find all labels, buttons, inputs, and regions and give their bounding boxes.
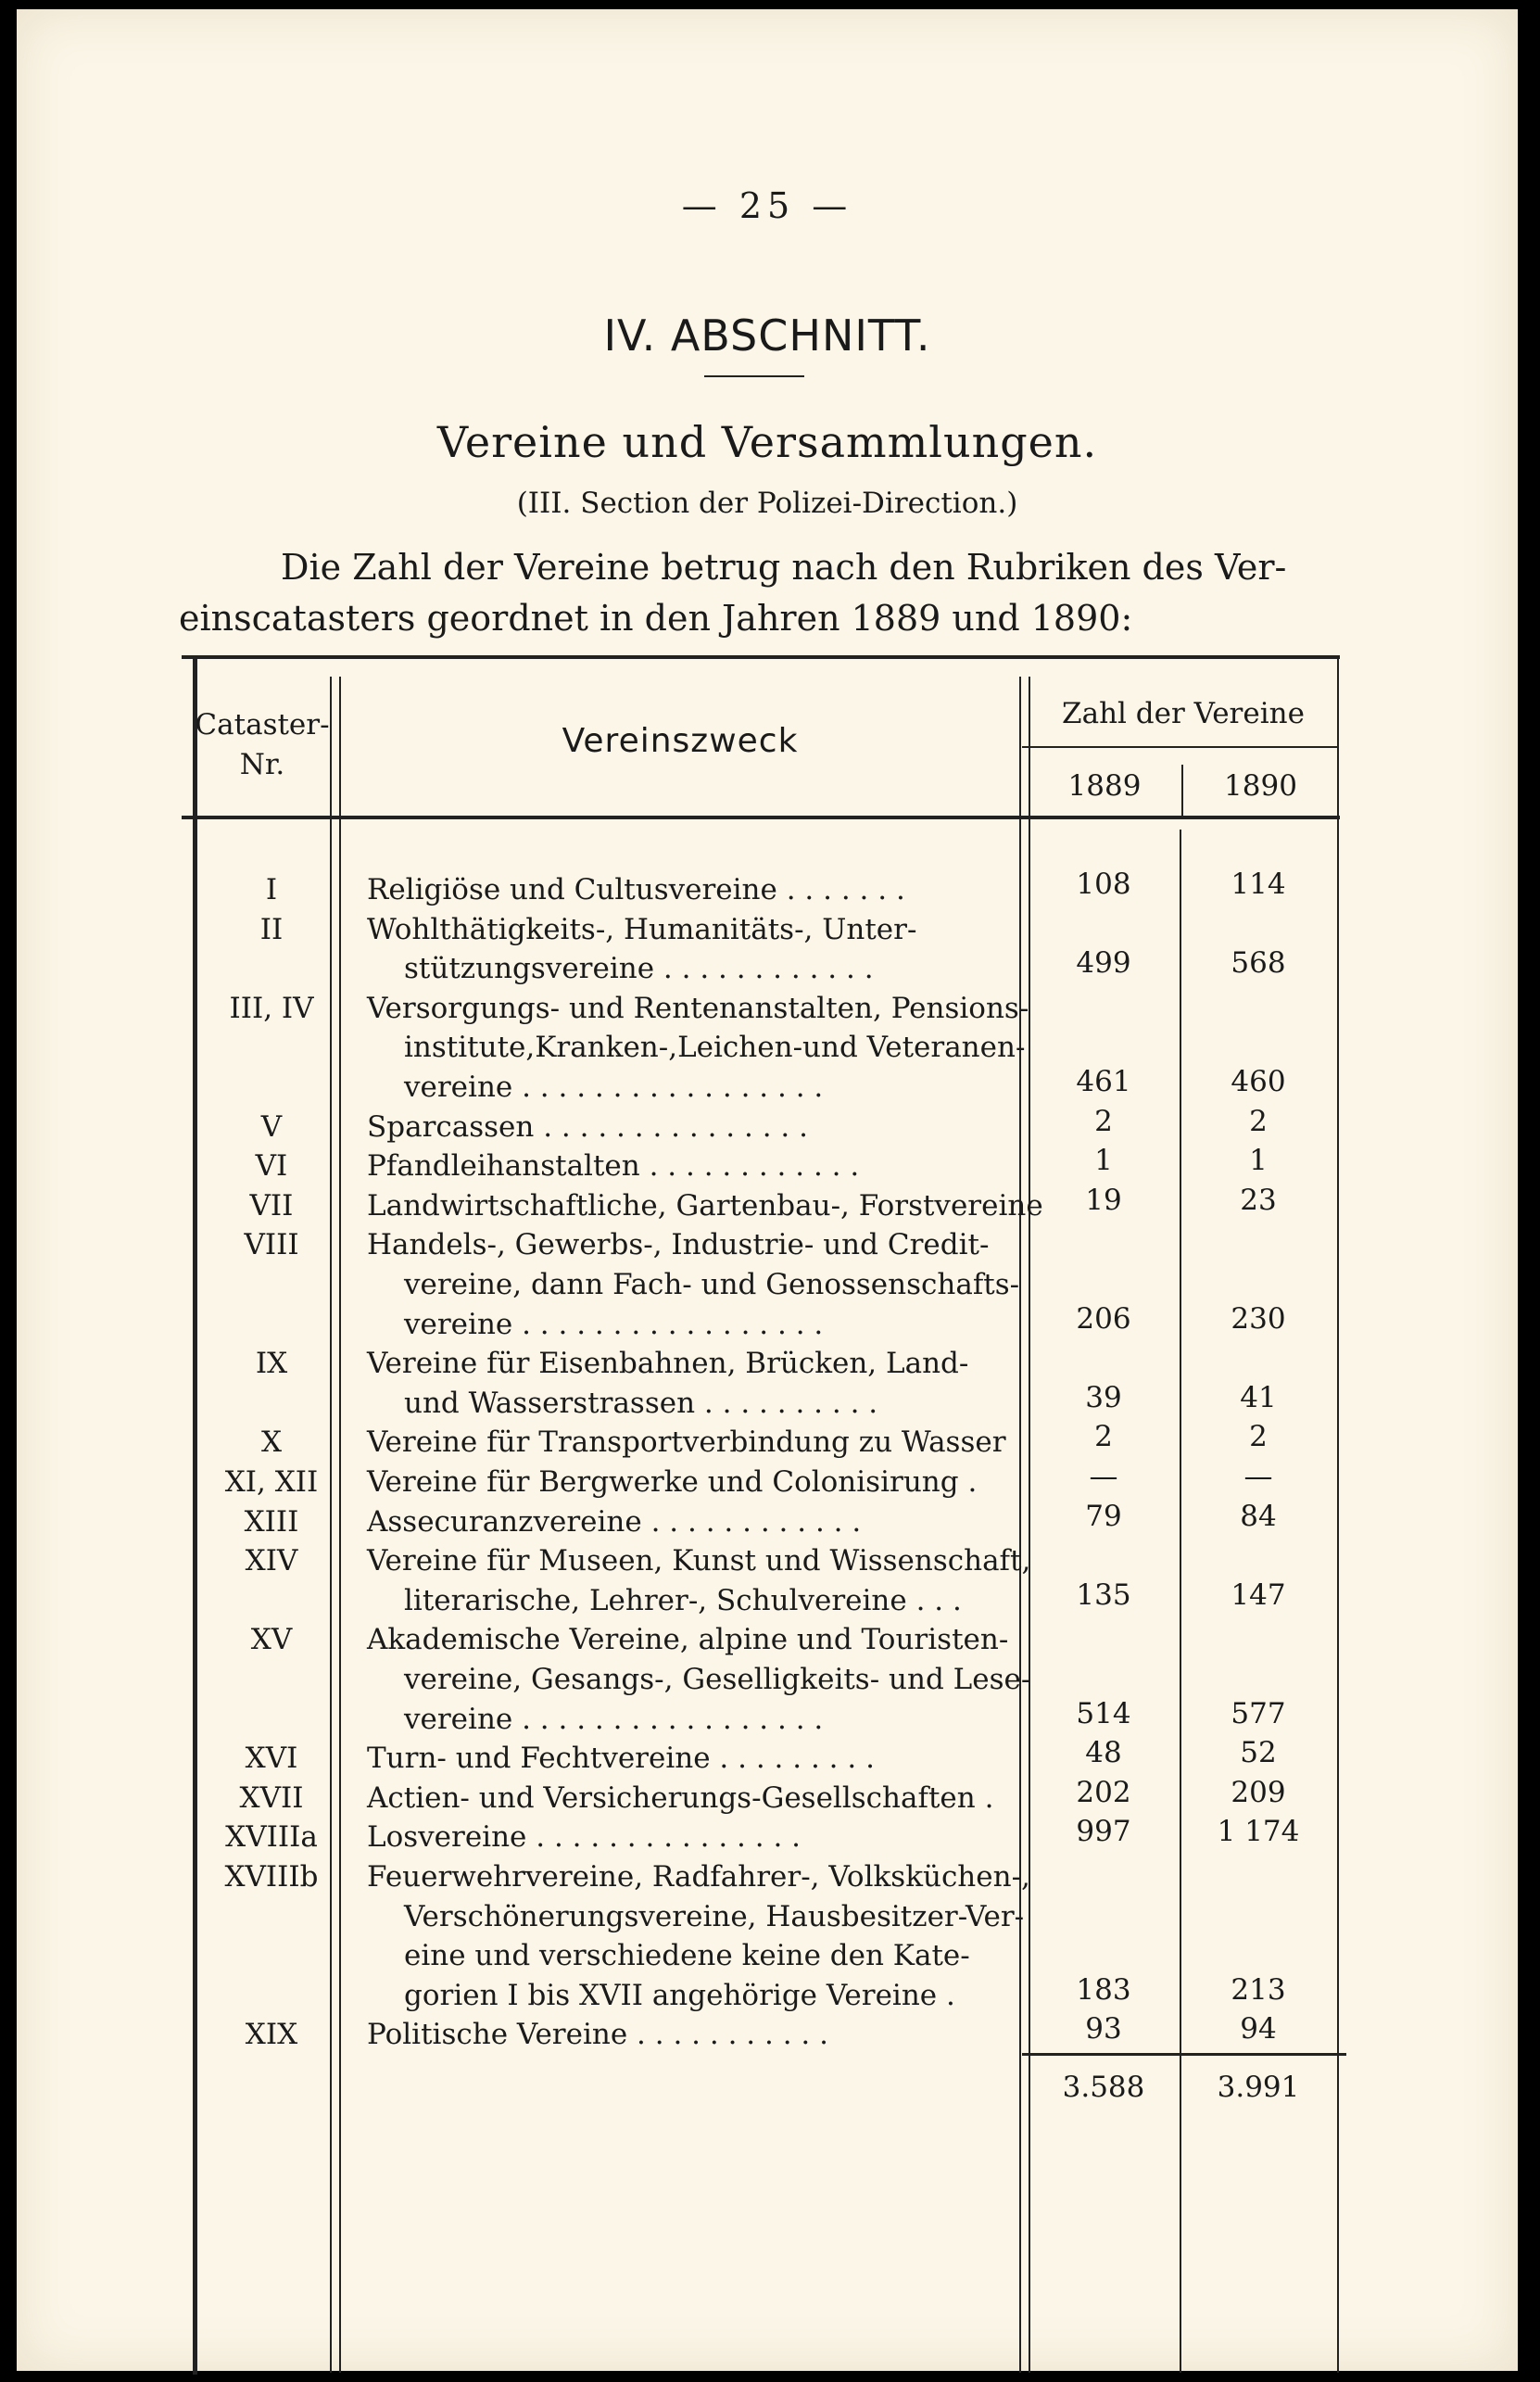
totals-rule [1022,2053,1346,2056]
row-description-line: stützungsvereine . . . . . . . . . . . . [404,952,874,986]
row-value-1889: 2 [1094,1420,1113,1454]
row-value-1890: 230 [1231,1301,1286,1336]
row-description-line: literarische, Lehrer-, Schulvereine . . . [404,1583,962,1617]
page-number: — 25 — [681,185,853,226]
intro-line-2: einscatasters geordnet in den Jahren 1889 und 1890: [179,598,1133,639]
row-cataster-nr: XI, XII [224,1465,319,1499]
row-value-1889: 1 [1094,1144,1113,1178]
row-description-line: vereine . . . . . . . . . . . . . . . . . [404,1071,824,1104]
row-description-line: vereine . . . . . . . . . . . . . . . . . [404,1702,824,1736]
row-cataster-nr: XVI [245,1742,298,1776]
document-page [17,9,1518,2371]
row-value-1890: 460 [1231,1065,1286,1098]
row-description-line: Politische Vereine . . . . . . . . . . . [367,2018,828,2052]
row-cataster-nr: I [265,873,278,906]
row-description-line: Losvereine . . . . . . . . . . . . . . . [367,1820,802,1855]
row-value-1890: 114 [1231,868,1286,901]
row-value-1890: 41 [1240,1380,1277,1414]
page-title: Vereine und Versammlungen. [436,417,1098,467]
row-cataster-nr: V [260,1109,283,1144]
row-cataster-nr: VI [255,1149,288,1184]
row-description-line: und Wasserstrassen . . . . . . . . . . [404,1386,878,1420]
header-vereinszweck: Vereinszweck [562,722,799,760]
row-description-line: Sparcassen . . . . . . . . . . . . . . . [367,1109,808,1144]
row-value-1890: 94 [1240,2012,1277,2046]
row-value-1889: 2 [1094,1104,1113,1138]
row-value-1889: 183 [1076,1972,1131,2007]
row-description-line: Vereine für Museen, Kunst und Wissenschaft, [367,1544,1031,1578]
row-value-1890: — [1243,1460,1273,1493]
row-description-line: Akademische Vereine, alpine und Touristen- [367,1623,1009,1657]
row-description-line: Actien- und Versicherungs-Gesellschaften . [367,1780,994,1815]
row-value-1889: 997 [1076,1815,1131,1849]
row-value-1889: 108 [1076,868,1131,901]
row-value-1890: 147 [1231,1577,1286,1612]
row-description-line: Vereine für Eisenbahnen, Brücken, Land- [367,1347,969,1381]
table-top-rule [182,655,1340,659]
row-cataster-nr: XVIIIa [225,1820,318,1855]
table-right-border [1337,658,1339,2373]
statistics-table [17,9,1518,2371]
row-value-1890: 213 [1231,1972,1286,2007]
row-value-1890: 84 [1240,1499,1277,1533]
intro-line-1: Die Zahl der Vereine betrug nach den Rubriken des Ver- [281,547,1287,588]
row-description-line: Turn- und Fechtvereine . . . . . . . . . [367,1742,875,1776]
row-value-1890: 1 [1249,1144,1268,1178]
row-cataster-nr: XIII [244,1504,299,1539]
row-description-line: Vereine für Transportverbindung zu Wasser [367,1425,1006,1460]
row-description-line: gorien I bis XVII angehörige Vereine . [404,1978,955,2012]
row-description-line: vereine, Gesangs-, Geselligkeits- und Lese- [404,1663,1031,1696]
row-value-1889: 19 [1085,1183,1122,1217]
row-value-1890: 209 [1231,1775,1286,1809]
row-description-line: Verschönerungsvereine, Hausbesitzer-Ver- [404,1899,1025,1933]
header-zahl-der-vereine: Zahl der Vereine [1062,697,1305,730]
row-value-1890: 52 [1240,1736,1277,1770]
row-value-1889: 93 [1085,2012,1122,2046]
year-header-rule [1022,746,1337,748]
row-value-1890: 1 174 [1217,1815,1300,1849]
section-heading: IV. ABSCHNITT. [603,310,931,361]
row-cataster-nr: VIII [244,1228,299,1262]
header-cataster: Cataster- [195,708,330,741]
row-description-line: Religiöse und Cultusvereine . . . . . . . [367,873,905,906]
row-value-1889: 202 [1076,1775,1131,1809]
row-cataster-nr: XVIIIb [224,1860,319,1894]
page-subtitle: (III. Section der Polizei-Direction.) [516,487,1018,520]
row-value-1890: 568 [1231,946,1286,981]
row-description-line: institute,Kranken-,Leichen-und Veteranen- [404,1031,1026,1065]
row-cataster-nr: III, IV [229,991,314,1025]
row-description-line: Assecuranzvereine . . . . . . . . . . . . [367,1504,862,1539]
row-description-line: Vereine für Bergwerke und Colonisirung . [367,1465,978,1499]
header-year-1890: 1890 [1224,769,1297,803]
row-value-1889: 514 [1076,1696,1131,1730]
row-description-line: Pfandleihanstalten . . . . . . . . . . . . [367,1149,860,1184]
row-value-1889: 461 [1076,1065,1131,1098]
row-description-line: Handels-, Gewerbs-, Industrie- und Credit- [367,1228,990,1262]
total-1890: 3.991 [1217,2071,1300,2104]
row-value-1889: 499 [1076,946,1131,981]
row-description-line: Versorgungs- und Rentenanstalten, Pensions- [367,991,1029,1025]
row-cataster-nr: VII [249,1188,294,1223]
column-divider-zweck-2 [1029,677,1030,2373]
row-description-line: Feuerwehrvereine, Radfahrer-, Volksküchen-, [367,1860,1030,1894]
header-year-1889: 1889 [1067,769,1142,803]
row-cataster-nr: XIV [245,1544,298,1578]
row-value-1889: 39 [1085,1380,1122,1414]
row-description-line: vereine, dann Fach- und Genossenschafts- [404,1268,1020,1301]
row-description-line: eine und verschiedene keine den Kate- [404,1939,970,1973]
row-value-1889: 48 [1085,1736,1122,1770]
row-value-1890: 577 [1231,1696,1286,1730]
row-value-1889: 206 [1076,1301,1131,1336]
row-cataster-nr: IX [255,1347,288,1381]
row-value-1890: 2 [1249,1420,1268,1454]
total-1889: 3.588 [1062,2071,1145,2104]
row-description-line: Landwirtschaftliche, Gartenbau-, Forstvereine [367,1188,1043,1223]
column-divider-years-body [1180,830,1181,2373]
row-value-1890: 23 [1240,1183,1277,1217]
row-value-1889: 79 [1085,1499,1122,1533]
row-value-1889: — [1089,1460,1118,1493]
row-description-line: vereine . . . . . . . . . . . . . . . . . [404,1307,824,1341]
header-bottom-rule [182,816,1340,819]
column-divider-zweck [1019,677,1021,2373]
header-nr: Nr. [239,748,285,781]
column-divider-years [1181,765,1183,816]
row-description-line: Wohlthätigkeits-, Humanitäts-, Unter- [367,912,917,946]
row-cataster-nr: X [260,1425,283,1460]
row-cataster-nr: XV [250,1623,293,1657]
row-cataster-nr: XIX [245,2018,298,2052]
row-cataster-nr: XVII [239,1780,304,1815]
row-cataster-nr: II [259,912,284,946]
row-value-1889: 135 [1076,1577,1131,1612]
row-value-1890: 2 [1249,1104,1268,1138]
